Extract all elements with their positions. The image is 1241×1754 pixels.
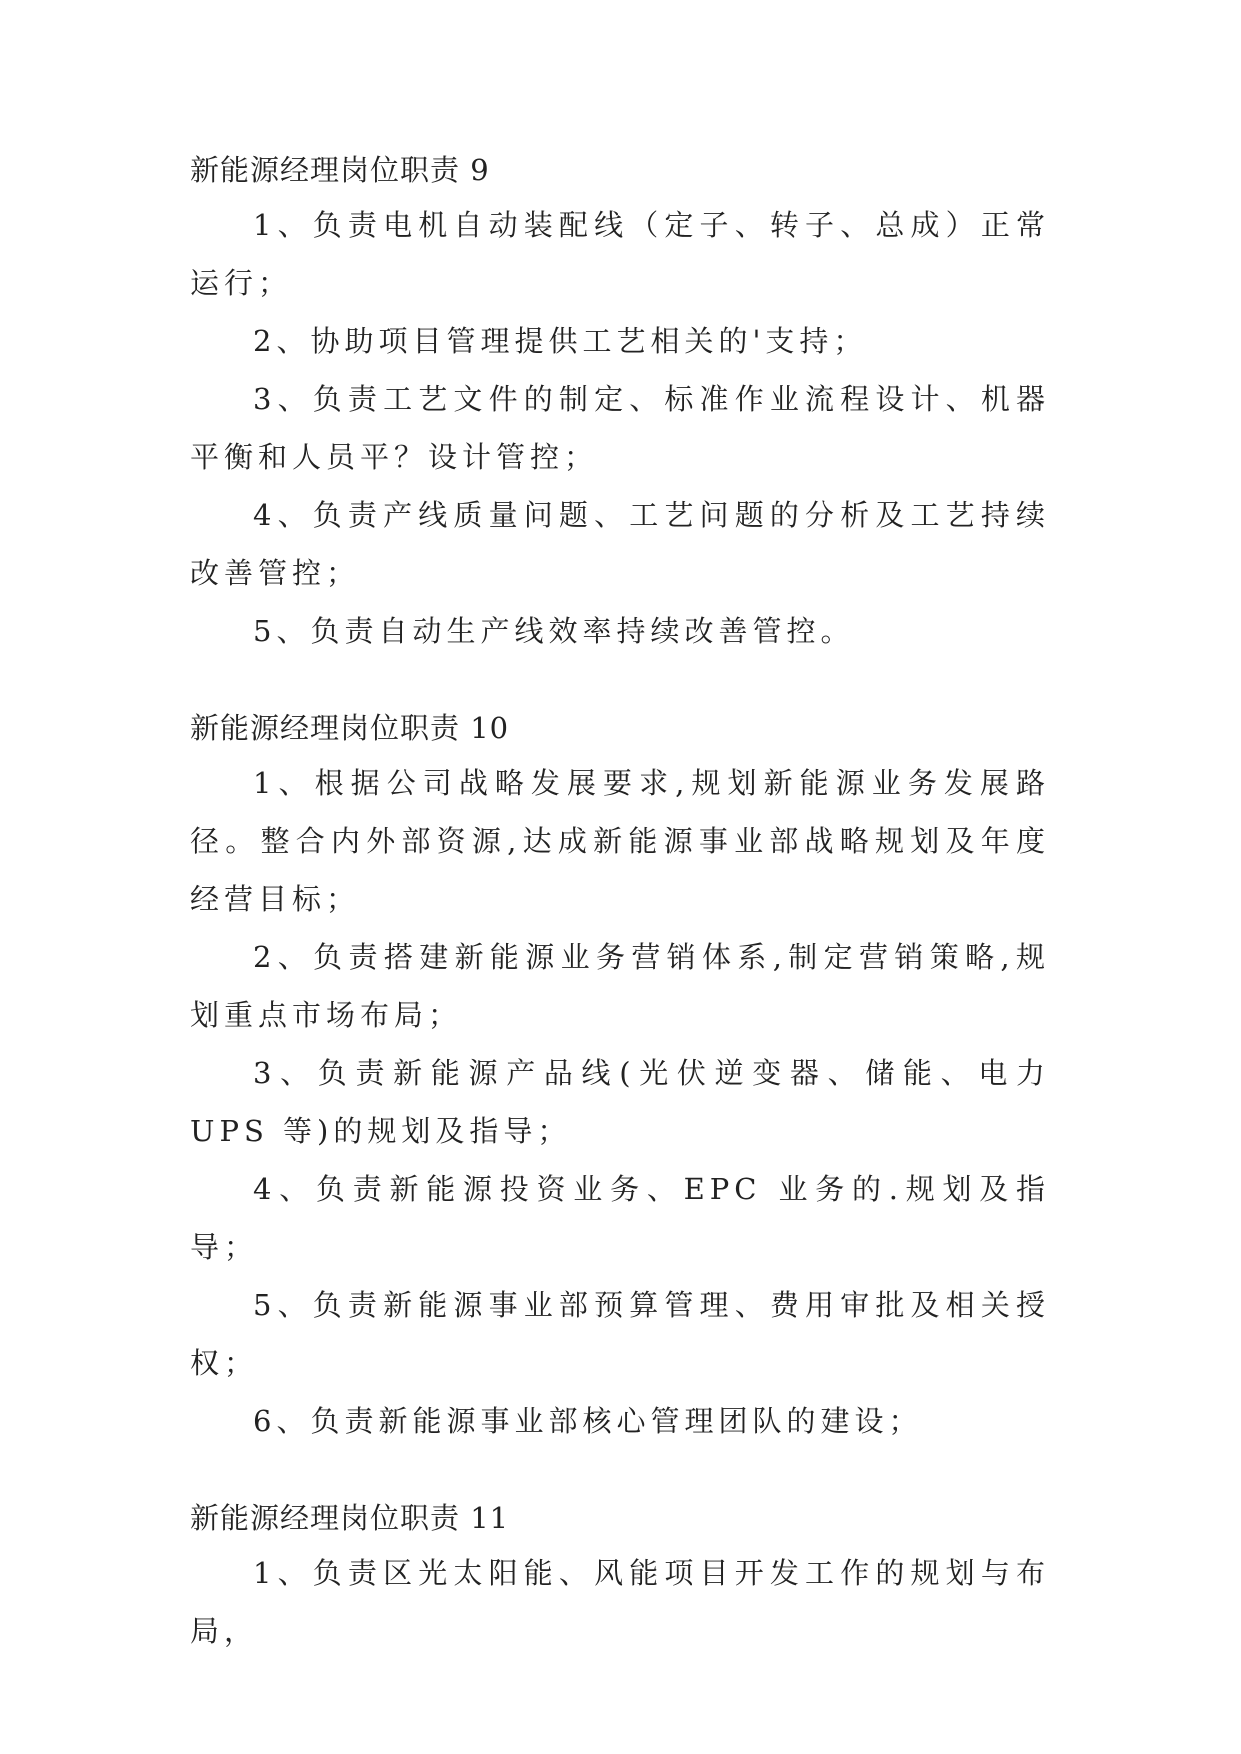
list-item: 4、负责新能源投资业务、EPC 业务的.规划及指导； — [190, 1172, 1050, 1264]
list-item: 4、负责产线质量问题、工艺问题的分析及工艺持续改善管控； — [190, 498, 1050, 590]
list-item: 3、负责工艺文件的制定、标准作业流程设计、机器平衡和人员平？设计管控； — [190, 382, 1050, 474]
document-page — [190, 150, 1050, 1660]
list-item: 1、根据公司战略发展要求,规划新能源业务发展路径。整合内外部资源,达成新能源事业部战略规划及年度经营目标； — [190, 766, 1050, 916]
section-9 — [190, 150, 1050, 660]
list-item: 1、负责电机自动装配线（定子、转子、总成）正常运行； — [190, 208, 1050, 300]
section-title: 新能源经理岗位职责 10 — [190, 711, 510, 745]
list-item: 2、协助项目管理提供工艺相关的'支持； — [253, 324, 868, 358]
list-item: 5、负责自动生产线效率持续改善管控。 — [253, 614, 855, 648]
section-title: 新能源经理岗位职责 9 — [190, 153, 490, 187]
list-item: 1、负责区光太阳能、风能项目开发工作的规划与布局， — [190, 1556, 1050, 1648]
section-11 — [190, 1498, 1050, 1660]
list-item: 3、负责新能源产品线(光伏逆变器、储能、电力 UPS 等)的规划及指导； — [190, 1056, 1050, 1148]
section-10 — [190, 708, 1050, 1450]
section-title: 新能源经理岗位职责 11 — [190, 1501, 510, 1535]
list-item: 2、负责搭建新能源业务营销体系,制定营销策略,规划重点市场布局； — [190, 940, 1050, 1032]
list-item: 5、负责新能源事业部预算管理、费用审批及相关授权； — [190, 1288, 1050, 1380]
list-item: 6、负责新能源事业部核心管理团队的建设； — [253, 1404, 923, 1438]
